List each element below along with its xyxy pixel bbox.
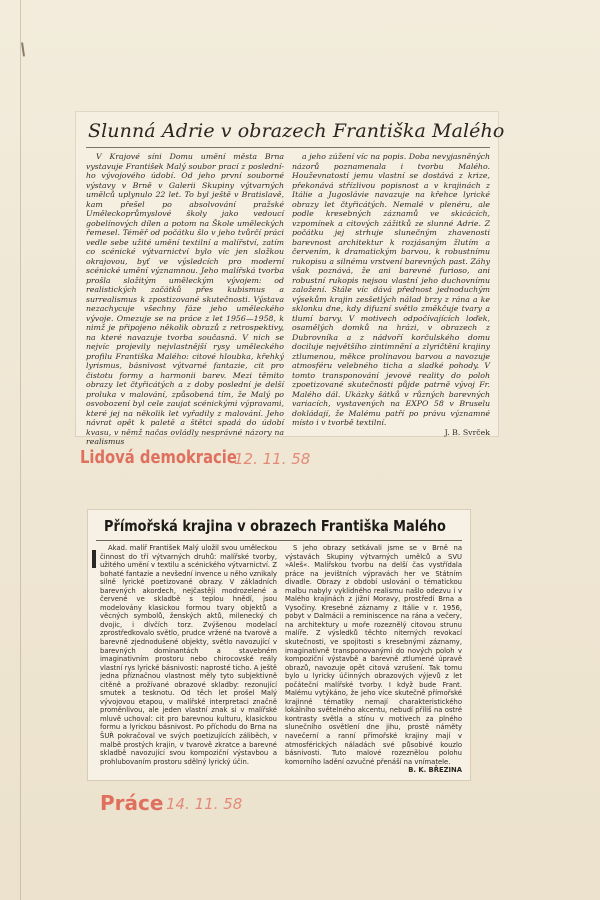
newspaper-clipping-1	[76, 112, 505, 446]
author-signature: B. K. BŘEZINA	[408, 766, 462, 775]
source-newspaper-name: Lidová demokracie	[80, 447, 237, 468]
handwritten-date: 14. 11. 58	[166, 795, 243, 813]
column-text: S jeho obrazy setkávali jsme se v Brně na výstavách Skupiny výtvarných umělců a SVU »Aleš«. Malířskou tvorbu na delší čas vystřídala práce na jevištních výpravách her ve Státním divadle. Obrazy z období uslování o tématickou malbu nabyly vyklidného realismu našlo odezvu i v Malého krajinách z jižní Moravy, prostředí Brna a Vysočiny. Kresebné záznamy z Itálie v r. 1956, pobyt v Dalmácii a reminiscence na rána a večery, na architektury u moře rozeznělý citovou strunu malíře. Z výsledků těchto niterných revokací skutečnosti, ve spojitosti s kresebnými záznamy, imaginativně transponovanými do nových poloh v kompoziční výstavbě a barevně ztlumené úpravě obrazů, navozuje opět citová vzrušení. Tak tomu bylo u lyricky účinných obrazových výjevů z let počáteční malířské tvorby. I když bude Frant. Malému vytýkáno, že jeho více skutečně přímořské krajinné tématiky nemají charakteristického lokálního světelného akcentu, nebudí příliš na ostré kontrasty světla a stínu v motivech za plného slunečního osvětlení dne jihu, prostě náměty navečerní a ranní přímořské krajiny mají v atmosférických náladách své působivé kouzlo básnivosti. Tuto malové rozeznělou polohu komorního ladění ozvučné přenáší na vnímatele.	[285, 544, 462, 766]
article-body	[86, 152, 490, 446]
article-column-right	[292, 152, 490, 437]
article-column-left	[86, 152, 284, 446]
column-text: Akad. malíř František Malý uložil svou uměleckou činnost do tří výtvarných druhů: malířské tvorby, užitého umění v textilu a scénického výtvarnictví. Z bohaté fantazie a nevšední invence u něho vznikaly silně lyrické poetizované obrazy. V základních barevných akordech, nejčastěji modrozelené a červené ve skladbě s teplou hnědí, jsou modelovány klasickou formou tvary objektů a věcných symbolů, ženských aktů, milenecký ch dvojic, i dívčích torz. Zvýšenou modelací zprostředkovalo světlo, prudce vržené na tvarově a barevně zjednodušené objekty, světlo navozující v barevných dominantách a stavebném imaginativním prostoru nebo chirocovské reály vlastní rys lyrické básnivosti: naprosté ticho. A ještě jedna příznačnou vlastnost měly tyto subjektivně citěně a prožívané obrazové skladby: rezonující smutek a tesknotu. Od těch let prošel Malý vývojovou etapou, v malířské interpretaci značně proměnlivou, ale jeden vlastní znak si v malířské mluvě uchoval: cit pro barevnou kulturu, klasickou formu a lyrickou básnivost. Po příchodu do Brna na ŠUŘ pokračoval ve svých poetizujících záliběch, v malbě prostých krajin, v tvarově zkratce a barevné skladbě navozující svou kompoziční výstavbou a prohlubovaním prostoru sdělný lyrický účin.	[100, 544, 277, 766]
article-body	[100, 544, 462, 776]
column-text: V Krajové síni Domu umění města Brna vystavuje František Malý soubor prací z posledního vývojového údobí. Od jeho první souborné výstavy v Brně v Galerii Skupiny výtvarných umělců uplynulo 22 let. To byl ještě v Bratislavě, kam přešel po absolvování pražské Uměleckoprůmyslové školy jako vedoucí gobelínových dílen a potom na Škole uměleckých řemesel. Téměř od počátku šlo v jeho tvůrčí práci vedle sebe užité umění textilní a malířství, zatím co scénické výtvarnictví bylo víc jen složkou okrajovou, byť ve výsledcích pro moderní scénické umění významnou. Jeho malířská tvorba prošla složitým uměleckým vývojem: od realistických začátků přes kubismus a surrealismus k zpostizované skutečnosti. Výstava nezachycuje všechny fáze jeho uměleckého vývoje. Omezuje se na práce z let 1956—1958, k nimž je připojeno několik obrazů z retrospektivy, na které navazuje tvorba současná. V nich se nejvíc projevily nejvlastnější rysy uměleckého profilu Františka Malého: citové hloubka, křehký lyrismus, básnivost výtvarné fantazie, cit pro čistotu formy a harmonii barev. Mezi těmito obrazy let čtyřicátých a z doby poslední je delší proluka v malování, způsobená tím, že Malý po osvobození byl cele zaujat scénickými výpravami, které jej na několik let vyřadily z malování. Jeho návrat opět k paletě a štětci spadá do údobí kvasu, v němž načas ovládly nesprávné názory na realismus	[86, 152, 284, 446]
handwritten-date: 12. 11. 58	[234, 450, 311, 468]
newspaper-clipping-2	[88, 510, 470, 780]
source-newspaper-name: Práce	[100, 791, 164, 815]
article-title: Slunná Adrie v obrazech Františka Malého	[88, 120, 505, 142]
column-text: a jeho zúžení víc na popis. Doba nevyjasněných názorů poznamenala i tvorbu Malého. Houževnatostí jemu vlastní se dostává z krize, překonává střízlivou popisnost a v krajinách z Itálie a Jugoslávie navazuje na křehce lyrické obrazy let čtyřicátých. Nemalé v plenéru, ale podle kresebných záznamů ve skicácích, vzpomínek a citových zážitků ze slunné Adrie. Z počátku jej strhuje slunečným zhavenosti barevnost architektur k rozjásaným žlutím a červením, k dramatickým barvou, k robustnímu rukopisu a silnému vrstvení barevných past. Záhy však poznává, že ani barevné furioso, ani robustní rukopis nejsou vlastní jeho duchovnímu založení. Stále víc dává přednost jednoduchým výsekům krajin zesšetlých nálad brzy z rána a ke sklonku dne, kdy difuzní světlo změkčuje tvary a tlumí barvy. V motivech odpočívajících loďek, osamělých domků na hrázi, v obrazech z Dubrovníka a z nádvoří korčulského domu dociluje největšího zintimnění a zlyričtění krajiny ztlumenou, měkce prolínavou barvou a navozuje atmosféru velebného ticha a sladké pohody. V tomto transponování jevové reality do poloh zpoetizované skutečnosti půjde patrně vývoj Fr. Malého dál. Ukázky šátků v různých barevných variacích, vystavených na EXPO 58 v Bruselu dokládají, že Malému patří po právu významné místo i v tvorbě textilní.	[292, 152, 490, 427]
article-column-right	[285, 544, 462, 776]
author-signature: J. B. Svrček	[444, 427, 490, 437]
article-column-left	[100, 544, 277, 776]
paragraph-mark	[92, 550, 96, 568]
title-rule	[86, 147, 490, 148]
article-title: Přímořská krajina v obrazech Františka Malého	[104, 517, 446, 535]
corner-mark	[21, 42, 31, 57]
title-rule	[96, 540, 462, 541]
